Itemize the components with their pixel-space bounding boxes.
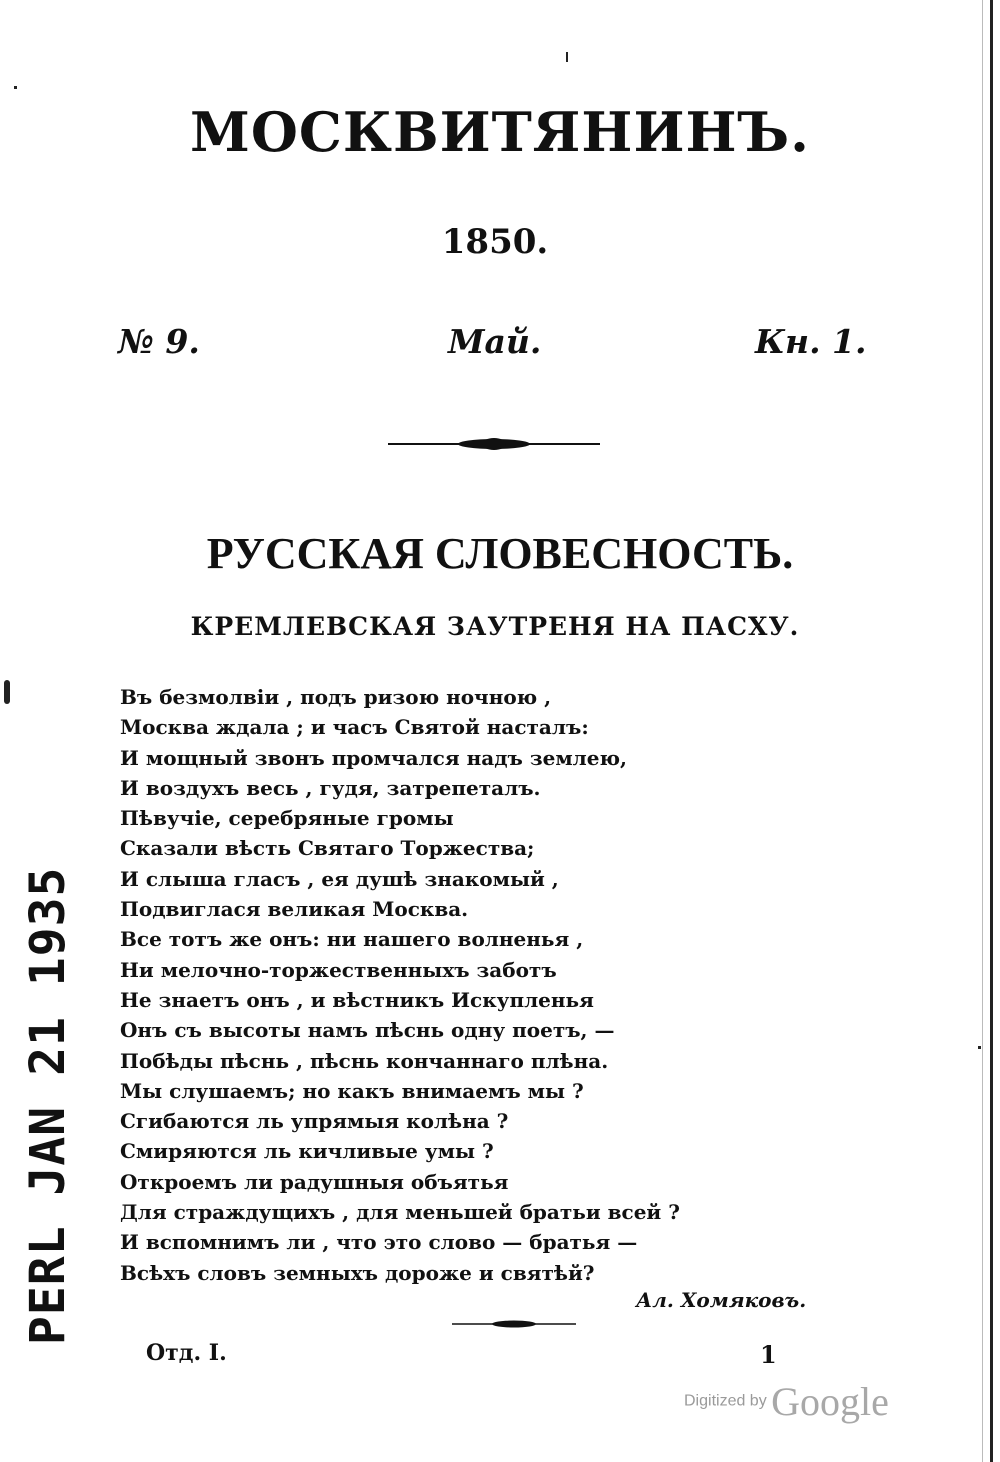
issue-info-row [0, 322, 1000, 368]
poem-line: Подвиглася великая Москва. [120, 897, 469, 922]
poem-author: Ал. Хомяковъ. [636, 1288, 807, 1312]
poem-line: Всѣхъ словъ земныхъ дороже и святѣй? [120, 1260, 595, 1285]
poem-body [120, 682, 740, 1288]
scan-speck [566, 52, 568, 62]
poem-line: И воздухъ весь , гудя, затрепеталъ. [120, 775, 541, 800]
digitized-watermark [684, 1378, 889, 1422]
poem-line: И мощный звонъ промчался надъ землею, [120, 745, 627, 770]
page-edge-line [990, 0, 993, 1462]
poem-line: Сказали вѣсть Святаго Торжества; [120, 836, 535, 861]
poem-line: Побѣды пѣснь , пѣснь кончаннаго плѣна. [120, 1048, 609, 1073]
issue-book: Кн. 1. [755, 322, 867, 361]
poem-title: КРЕМЛЕВСКАЯ ЗАУТРЕНЯ НА ПАСХУ. [190, 612, 800, 641]
page-edge-shadow [982, 0, 983, 1462]
poem-line: Смиряются ль кичливые умы ? [120, 1139, 494, 1164]
page-number: 1 [760, 1340, 777, 1369]
digitized-label: Digitized by [684, 1392, 767, 1410]
poem-line: Онъ съ высоты намъ пѣснь одну поетъ, — [120, 1018, 615, 1043]
poem-line: Сгибаются ль упрямыя колѣна ? [120, 1109, 509, 1134]
scan-speck [14, 86, 17, 89]
poem-line: Откроемъ ли радушныя объятья [120, 1169, 509, 1194]
poem-line: Мы слушаемъ; но какъ внимаемъ мы ? [120, 1078, 584, 1103]
poem-line: Москва ждала ; и часъ Святой насталъ: [120, 715, 589, 740]
scan-speck [978, 1046, 981, 1049]
poem-line: И слыша гласъ , ея душѣ знакомый , [120, 866, 559, 891]
section-title: РУССКАЯ СЛОВЕСНОСТЬ. [206, 529, 794, 578]
poem-line: Для страждущихъ , для меньшей братьи всей ? [120, 1200, 680, 1225]
poem-line: Пѣвучіе, серебряные громы [120, 806, 454, 831]
section-label: Отд. I. [146, 1340, 227, 1366]
library-stamp: PERL JAN 21 1935 [20, 866, 76, 1345]
scan-mark [4, 680, 10, 704]
poem-line: И вспомнимъ ли , что это слово — братья — [120, 1230, 638, 1255]
poem-line: Все тотъ же онъ: ни нашего волненья , [120, 927, 584, 952]
end-ornament [452, 1314, 576, 1334]
poem-line: Не знаетъ онъ , и вѣстникъ Искупленья [120, 987, 594, 1012]
poem-line: Въ безмолвіи , подъ ризою ночною , [120, 685, 552, 709]
issue-month: Май. [448, 322, 542, 361]
google-logo: Google [771, 1379, 889, 1424]
poem-line: Ни мелочно-торжественныхъ заботъ [120, 957, 557, 982]
divider-ornament [388, 430, 600, 458]
journal-title: МОСКВИТЯНИНЪ. [190, 100, 810, 164]
issue-number: № 9. [118, 322, 200, 361]
issue-year: 1850. [441, 222, 549, 262]
